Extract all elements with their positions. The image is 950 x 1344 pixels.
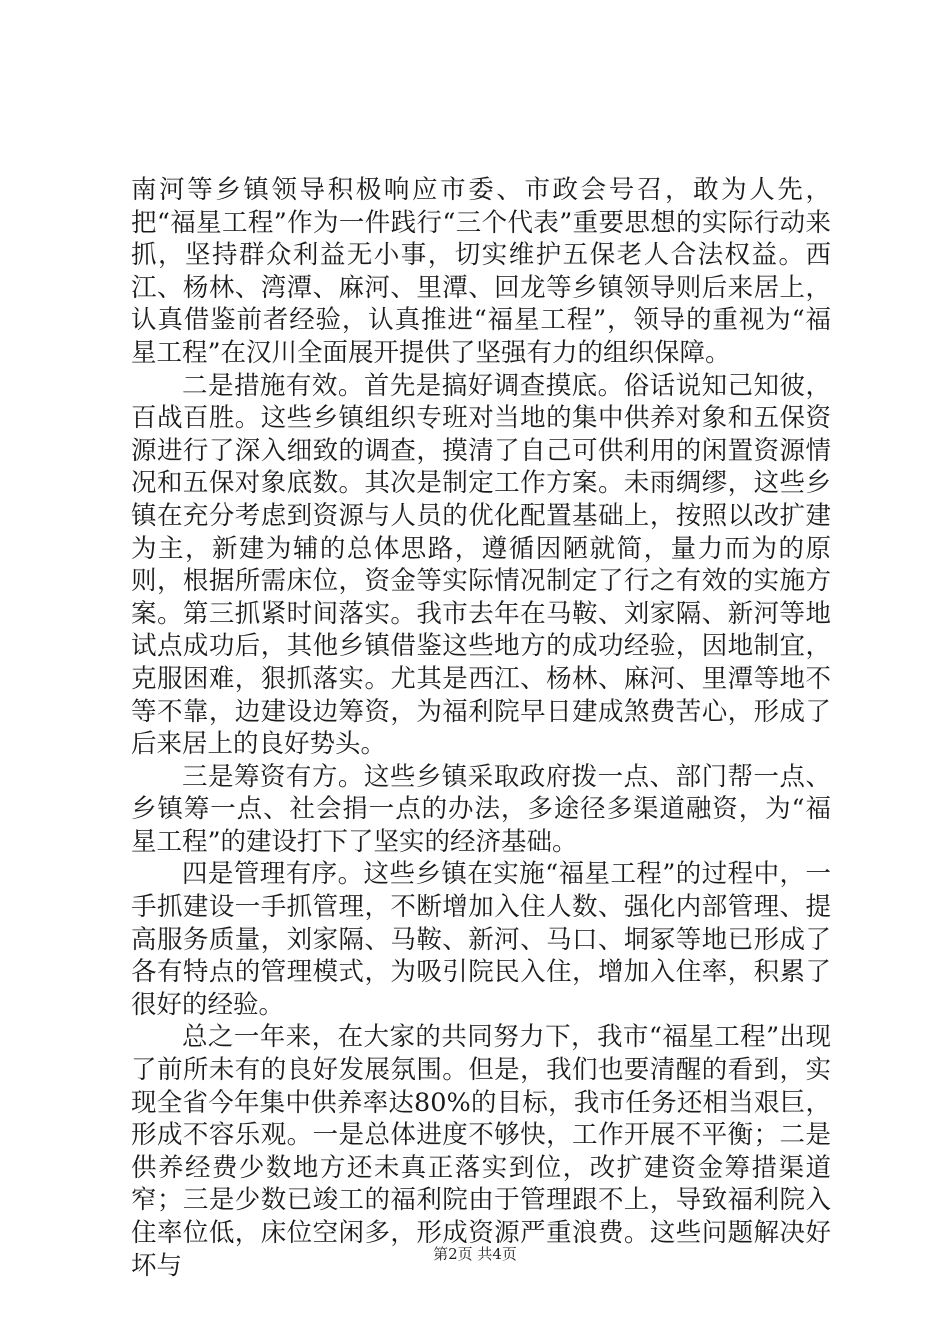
paragraph-5: 总之一年来，在大家的共同努力下，我市“福星工程”出现了前所未有的良好发展氛围。但是，我们也要清醒的看到，实现全省今年集中供养率达80%的目标，我市任务还相当艰巨，形成不容乐观。一是总体进度不够快，工作开展不平衡；二是供养经费少数地方还未真正落实到位，改扩建资金筹措渠道窄；三是少数已竣工的福利院由于管理跟不上，导致福利院入住率位低，床位空闲多，形成资源严重浪费。这些问题解决好坏与 (131, 1022, 831, 1281)
paragraph-3: 三是筹资有方。这些乡镇采取政府拨一点、部门帮一点、乡镇筹一点、社会捐一点的办法，多途径多渠道融资，为“福星工程”的建设打下了坚实的经济基础。 (131, 761, 831, 857)
body-text (131, 174, 831, 1282)
paragraph-4: 四是管理有序。这些乡镇在实施“福星工程”的过程中，一手抓建设一手抓管理，不断增加入住人数、强化内部管理、提高服务质量，刘家隔、马鞍、新河、马口、垌冢等地已形成了各有特点的管理模式，为吸引院民入住，增加入住率，积累了很好的经验。 (131, 859, 831, 1020)
paragraph-1: 南河等乡镇领导积极响应市委、市政会号召，敢为人先，把“福星工程”作为一件践行“三个代表”重要思想的实际行动来抓，坚持群众利益无小事，切实维护五保老人合法权益。西江、杨林、湾潭、麻河、里潭、回龙等乡镇领导则后来居上，认真借鉴前者经验，认真推进“福星工程”，领导的重视为“福星工程”在汉川全面展开提供了坚强有力的组织保障。 (131, 175, 831, 368)
page-footer: 第2页 共4页 (433, 1245, 517, 1263)
paragraph-2: 二是措施有效。首先是搞好调查摸底。俗话说知己知彼，百战百胜。这些乡镇组织专班对当地的集中供养对象和五保资源进行了深入细致的调查，摸清了自己可供利用的闲置资源情况和五保对象底数。其次是制定工作方案。未雨绸缪，这些乡镇在充分考虑到资源与人员的优化配置基础上，按照以改扩建为主，新建为辅的总体思路，遵循因陋就简，量力而为的原则，根据所需床位，资金等实际情况制定了行之有效的实施方案。第三抓紧时间落实。我市去年在马鞍、刘家隔、新河等地试点成功后，其他乡镇借鉴这些地方的成功经验，因地制宜，克服困难，狠抓落实。尤其是西江、杨林、麻河、里潭等地不等不靠，边建设边筹资，为福利院早日建成煞费苦心，形成了后来居上的良好势头。 (131, 370, 831, 760)
